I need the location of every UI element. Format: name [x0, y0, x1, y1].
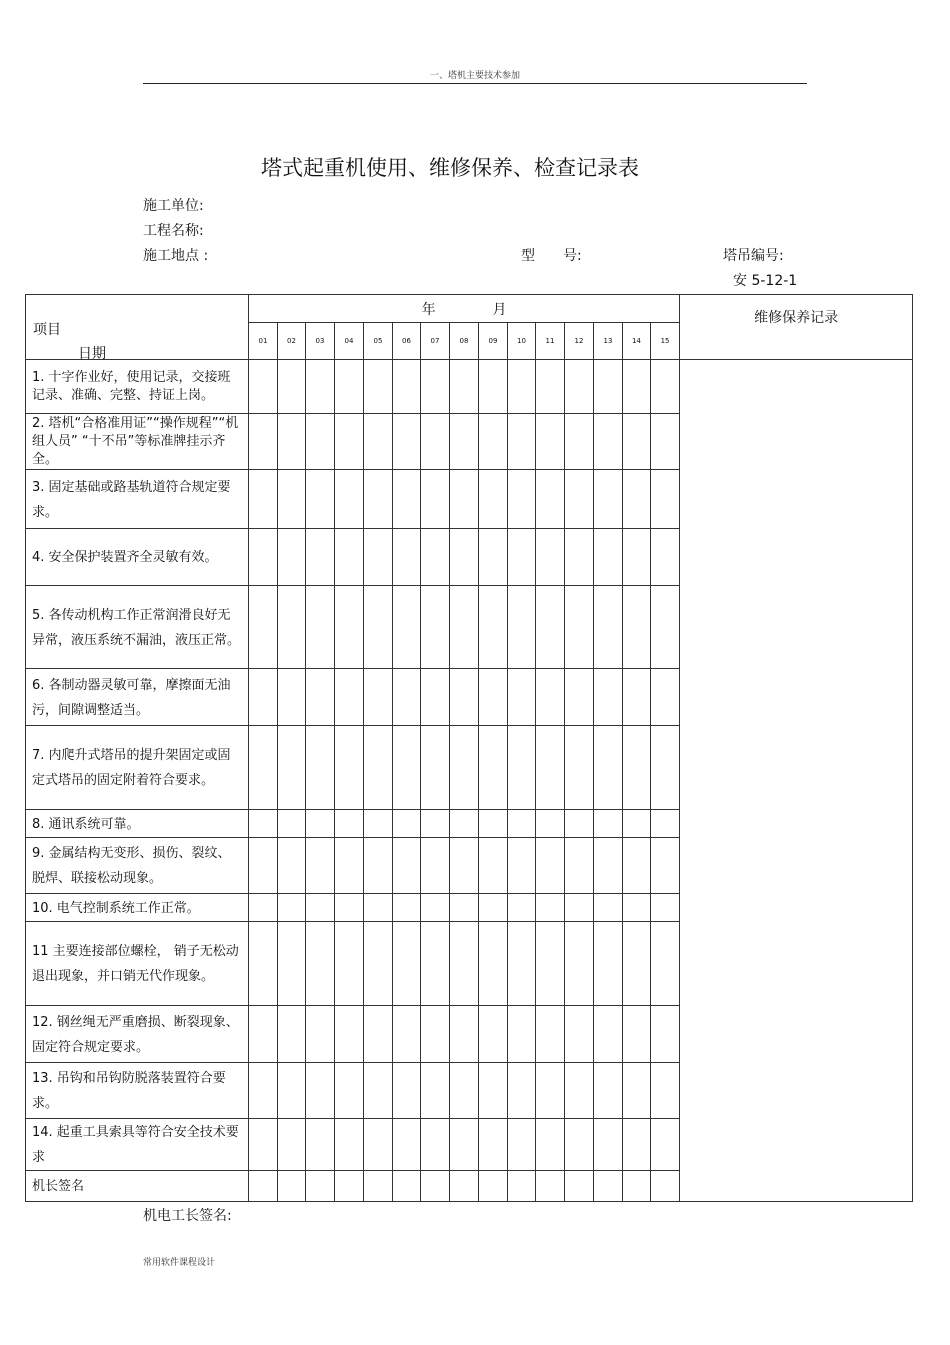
check-cell[interactable] — [364, 669, 393, 726]
check-cell[interactable] — [249, 810, 278, 838]
check-cell[interactable] — [364, 810, 393, 838]
check-cell[interactable] — [536, 894, 565, 922]
check-cell[interactable] — [421, 810, 450, 838]
check-cell[interactable] — [249, 838, 278, 894]
check-cell[interactable] — [651, 669, 680, 726]
check-cell[interactable] — [335, 529, 364, 586]
check-cell[interactable] — [421, 726, 450, 810]
check-cell[interactable] — [364, 586, 393, 669]
check-cell[interactable] — [594, 1171, 623, 1202]
check-cell[interactable] — [278, 922, 306, 1006]
check-cell[interactable] — [479, 529, 508, 586]
check-cell[interactable] — [651, 360, 680, 414]
check-cell[interactable] — [623, 1063, 651, 1119]
check-cell[interactable] — [565, 810, 594, 838]
check-cell[interactable] — [278, 726, 306, 810]
check-cell[interactable] — [278, 838, 306, 894]
check-cell[interactable] — [508, 1006, 536, 1063]
check-cell[interactable] — [623, 414, 651, 470]
check-cell[interactable] — [479, 922, 508, 1006]
check-cell[interactable] — [249, 529, 278, 586]
check-cell[interactable] — [393, 726, 421, 810]
check-cell[interactable] — [594, 360, 623, 414]
check-cell[interactable] — [594, 838, 623, 894]
check-cell[interactable] — [450, 810, 479, 838]
check-cell[interactable] — [393, 470, 421, 529]
model-label: 型 号: — [521, 248, 582, 264]
inspection-item: 1. 十字作业好，使用记录，交接班记录、准确、完整、持证上岗。 — [26, 360, 249, 414]
check-cell[interactable] — [651, 1006, 680, 1063]
inspection-item: 11 主要连接部位螺栓， 销子无松动退出现象，并口销无代作现象。 — [26, 922, 249, 1006]
check-cell[interactable] — [278, 529, 306, 586]
inspection-item: 2. 塔机“合格准用证”“操作规程”“机组人员” “十不吊”等标准牌挂示齐全。 — [26, 414, 249, 470]
check-cell[interactable] — [421, 669, 450, 726]
check-cell[interactable] — [278, 470, 306, 529]
check-cell[interactable] — [421, 414, 450, 470]
check-cell[interactable] — [594, 529, 623, 586]
inspection-item: 12. 钢丝绳无严重磨损、断裂现象、固定符合规定要求。 — [26, 1006, 249, 1063]
check-cell[interactable] — [450, 1063, 479, 1119]
item-header: 项目 — [33, 322, 61, 338]
check-cell[interactable] — [536, 810, 565, 838]
check-cell[interactable] — [249, 1171, 278, 1202]
check-cell[interactable] — [364, 1171, 393, 1202]
maintenance-record-cell[interactable] — [680, 360, 913, 1202]
day-header: 01 — [249, 323, 278, 360]
check-cell[interactable] — [651, 470, 680, 529]
check-cell[interactable] — [536, 414, 565, 470]
check-cell[interactable] — [651, 1171, 680, 1202]
check-cell[interactable] — [421, 586, 450, 669]
check-cell[interactable] — [536, 669, 565, 726]
check-cell[interactable] — [623, 1171, 651, 1202]
header-note: 一、塔机主要技术参加 — [429, 71, 520, 81]
day-header: 04 — [335, 323, 364, 360]
check-cell[interactable] — [249, 360, 278, 414]
check-cell[interactable] — [249, 414, 278, 470]
check-cell[interactable] — [479, 838, 508, 894]
check-cell[interactable] — [623, 1119, 651, 1171]
check-cell[interactable] — [565, 726, 594, 810]
check-cell[interactable] — [364, 838, 393, 894]
check-cell[interactable] — [450, 1006, 479, 1063]
check-cell[interactable] — [249, 586, 278, 669]
footer-note: 常用软件课程设计 — [143, 1258, 216, 1268]
check-cell[interactable] — [536, 1063, 565, 1119]
check-cell[interactable] — [623, 360, 651, 414]
check-cell[interactable] — [393, 1063, 421, 1119]
check-cell[interactable] — [479, 1171, 508, 1202]
year-month-cell — [249, 295, 680, 323]
site-label: 施工地点 : — [143, 248, 209, 264]
maintenance-header: 维修保养记录 — [680, 295, 913, 360]
check-cell[interactable] — [479, 360, 508, 414]
check-cell[interactable] — [565, 1119, 594, 1171]
day-header: 12 — [565, 323, 594, 360]
check-cell[interactable] — [594, 726, 623, 810]
check-cell[interactable] — [623, 810, 651, 838]
check-cell[interactable] — [450, 360, 479, 414]
check-cell[interactable] — [594, 894, 623, 922]
check-cell[interactable] — [393, 586, 421, 669]
check-cell[interactable] — [565, 1063, 594, 1119]
check-cell[interactable] — [249, 922, 278, 1006]
check-cell[interactable] — [536, 1006, 565, 1063]
crane-no-label: 塔吊编号: — [723, 248, 784, 264]
inspection-item: 机长签名 — [26, 1171, 249, 1202]
header-row-year-month — [26, 295, 913, 323]
check-cell[interactable] — [335, 838, 364, 894]
check-cell[interactable] — [508, 1063, 536, 1119]
check-cell[interactable] — [393, 922, 421, 1006]
check-cell[interactable] — [278, 894, 306, 922]
inspection-item: 6. 各制动器灵敏可靠，摩擦面无油污，间隙调整适当。 — [26, 669, 249, 726]
check-cell[interactable] — [364, 414, 393, 470]
check-cell[interactable] — [249, 1006, 278, 1063]
inspection-item: 5. 各传动机构工作正常润滑良好无异常，液压系统不漏油，液压正常。 — [26, 586, 249, 669]
check-cell[interactable] — [393, 1119, 421, 1171]
electrical-foreman-signature-label: 机电工长签名: — [143, 1208, 232, 1224]
header-rule — [143, 83, 807, 84]
check-cell[interactable] — [450, 669, 479, 726]
check-cell[interactable] — [421, 1063, 450, 1119]
check-cell[interactable] — [508, 586, 536, 669]
day-header: 10 — [508, 323, 536, 360]
check-cell[interactable] — [364, 360, 393, 414]
check-cell[interactable] — [249, 1063, 278, 1119]
check-cell[interactable] — [450, 1119, 479, 1171]
check-cell[interactable] — [450, 529, 479, 586]
check-cell[interactable] — [421, 894, 450, 922]
check-cell[interactable] — [306, 1119, 335, 1171]
check-cell[interactable] — [651, 529, 680, 586]
check-cell[interactable] — [565, 529, 594, 586]
check-cell[interactable] — [335, 922, 364, 1006]
check-cell[interactable] — [536, 529, 565, 586]
check-cell[interactable] — [508, 894, 536, 922]
check-cell[interactable] — [335, 1119, 364, 1171]
check-cell[interactable] — [623, 726, 651, 810]
page-title: 塔式起重机使用、维修保养、检查记录表 — [261, 156, 639, 180]
check-cell[interactable] — [651, 1119, 680, 1171]
check-cell[interactable] — [594, 810, 623, 838]
check-cell[interactable] — [278, 1063, 306, 1119]
check-cell[interactable] — [651, 586, 680, 669]
check-cell[interactable] — [508, 414, 536, 470]
check-cell[interactable] — [450, 414, 479, 470]
check-cell[interactable] — [249, 894, 278, 922]
check-cell[interactable] — [479, 586, 508, 669]
check-cell[interactable] — [393, 1171, 421, 1202]
inspection-record-table — [25, 294, 913, 1202]
month-label: 月 — [492, 301, 507, 318]
check-cell[interactable] — [536, 1171, 565, 1202]
check-cell[interactable] — [594, 470, 623, 529]
table-row — [26, 360, 913, 414]
check-cell[interactable] — [393, 360, 421, 414]
check-cell[interactable] — [508, 360, 536, 414]
day-header: 11 — [536, 323, 565, 360]
check-cell[interactable] — [508, 1171, 536, 1202]
check-cell[interactable] — [651, 414, 680, 470]
check-cell[interactable] — [249, 470, 278, 529]
check-cell[interactable] — [594, 922, 623, 1006]
inspection-item: 8. 通讯系统可靠。 — [26, 810, 249, 838]
check-cell[interactable] — [364, 922, 393, 1006]
check-cell[interactable] — [306, 1006, 335, 1063]
check-cell[interactable] — [479, 1063, 508, 1119]
check-cell[interactable] — [565, 414, 594, 470]
check-cell[interactable] — [594, 1063, 623, 1119]
check-cell[interactable] — [536, 838, 565, 894]
item-date-corner-cell — [26, 295, 249, 360]
check-cell[interactable] — [421, 838, 450, 894]
check-cell[interactable] — [479, 669, 508, 726]
check-cell[interactable] — [651, 1063, 680, 1119]
check-cell[interactable] — [306, 414, 335, 470]
check-cell[interactable] — [594, 414, 623, 470]
check-cell[interactable] — [335, 810, 364, 838]
check-cell[interactable] — [508, 838, 536, 894]
check-cell[interactable] — [306, 586, 335, 669]
check-cell[interactable] — [306, 838, 335, 894]
check-cell[interactable] — [565, 1171, 594, 1202]
check-cell[interactable] — [278, 1171, 306, 1202]
day-header: 02 — [278, 323, 306, 360]
check-cell[interactable] — [623, 838, 651, 894]
day-header: 03 — [306, 323, 335, 360]
check-cell[interactable] — [335, 1006, 364, 1063]
year-label: 年 — [421, 301, 436, 318]
project-label: 工程名称: — [143, 223, 204, 239]
check-cell[interactable] — [306, 360, 335, 414]
check-cell[interactable] — [278, 810, 306, 838]
check-cell[interactable] — [508, 529, 536, 586]
check-cell[interactable] — [421, 529, 450, 586]
check-cell[interactable] — [450, 1171, 479, 1202]
check-cell[interactable] — [565, 1006, 594, 1063]
check-cell[interactable] — [306, 529, 335, 586]
check-cell[interactable] — [306, 810, 335, 838]
check-cell[interactable] — [508, 810, 536, 838]
check-cell[interactable] — [623, 894, 651, 922]
check-cell[interactable] — [450, 922, 479, 1006]
check-cell[interactable] — [306, 894, 335, 922]
check-cell[interactable] — [306, 1063, 335, 1119]
check-cell[interactable] — [306, 1171, 335, 1202]
unit-label: 施工单位: — [143, 198, 204, 214]
inspection-item: 7. 内爬升式塔吊的提升架固定或固定式塔吊的固定附着符合要求。 — [26, 726, 249, 810]
check-cell[interactable] — [335, 360, 364, 414]
check-cell[interactable] — [450, 586, 479, 669]
check-cell[interactable] — [364, 1063, 393, 1119]
check-cell[interactable] — [364, 470, 393, 529]
check-cell[interactable] — [508, 726, 536, 810]
check-cell[interactable] — [651, 726, 680, 810]
check-cell[interactable] — [278, 414, 306, 470]
check-cell[interactable] — [364, 1119, 393, 1171]
check-cell[interactable] — [479, 1119, 508, 1171]
check-cell[interactable] — [651, 894, 680, 922]
check-cell[interactable] — [335, 669, 364, 726]
day-header: 15 — [651, 323, 680, 360]
check-cell[interactable] — [508, 1119, 536, 1171]
check-cell[interactable] — [623, 529, 651, 586]
check-cell[interactable] — [278, 1006, 306, 1063]
check-cell[interactable] — [421, 922, 450, 1006]
check-cell[interactable] — [335, 1063, 364, 1119]
inspection-item: 4. 安全保护装置齐全灵敏有效。 — [26, 529, 249, 586]
form-code: 安 5-12-1 — [733, 273, 798, 289]
check-cell[interactable] — [479, 470, 508, 529]
check-cell[interactable] — [393, 529, 421, 586]
check-cell[interactable] — [306, 726, 335, 810]
date-header: 日期 — [78, 346, 106, 362]
check-cell[interactable] — [421, 1119, 450, 1171]
check-cell[interactable] — [479, 894, 508, 922]
check-cell[interactable] — [249, 726, 278, 810]
check-cell[interactable] — [278, 586, 306, 669]
check-cell[interactable] — [536, 360, 565, 414]
check-cell[interactable] — [249, 669, 278, 726]
day-header: 13 — [594, 323, 623, 360]
check-cell[interactable] — [479, 810, 508, 838]
check-cell[interactable] — [565, 470, 594, 529]
check-cell[interactable] — [450, 894, 479, 922]
check-cell[interactable] — [623, 586, 651, 669]
check-cell[interactable] — [335, 586, 364, 669]
check-cell[interactable] — [565, 360, 594, 414]
day-header: 09 — [479, 323, 508, 360]
check-cell[interactable] — [508, 470, 536, 529]
check-cell[interactable] — [335, 726, 364, 810]
check-cell[interactable] — [623, 669, 651, 726]
check-cell[interactable] — [421, 470, 450, 529]
check-cell[interactable] — [536, 726, 565, 810]
check-cell[interactable] — [623, 1006, 651, 1063]
check-cell[interactable] — [364, 894, 393, 922]
inspection-item: 9. 金属结构无变形、损伤、裂纹、脱焊、联接松动现象。 — [26, 838, 249, 894]
check-cell[interactable] — [536, 922, 565, 1006]
check-cell[interactable] — [651, 810, 680, 838]
check-cell[interactable] — [594, 586, 623, 669]
day-header: 06 — [393, 323, 421, 360]
check-cell[interactable] — [393, 838, 421, 894]
check-cell[interactable] — [393, 669, 421, 726]
check-cell[interactable] — [335, 414, 364, 470]
check-cell[interactable] — [306, 470, 335, 529]
check-cell[interactable] — [536, 586, 565, 669]
check-cell[interactable] — [651, 838, 680, 894]
inspection-item: 14. 起重工具索具等符合安全技术要求 — [26, 1119, 249, 1171]
inspection-item: 10. 电气控制系统工作正常。 — [26, 894, 249, 922]
check-cell[interactable] — [508, 922, 536, 1006]
check-cell[interactable] — [421, 1006, 450, 1063]
check-cell[interactable] — [479, 1006, 508, 1063]
day-header: 08 — [450, 323, 479, 360]
check-cell[interactable] — [594, 1119, 623, 1171]
check-cell[interactable] — [364, 1006, 393, 1063]
check-cell[interactable] — [393, 1006, 421, 1063]
day-header: 14 — [623, 323, 651, 360]
check-cell[interactable] — [421, 1171, 450, 1202]
check-cell[interactable] — [421, 360, 450, 414]
check-cell[interactable] — [450, 726, 479, 810]
check-cell[interactable] — [479, 414, 508, 470]
check-cell[interactable] — [335, 470, 364, 529]
check-cell[interactable] — [565, 669, 594, 726]
check-cell[interactable] — [623, 470, 651, 529]
check-cell[interactable] — [364, 726, 393, 810]
check-cell[interactable] — [249, 1119, 278, 1171]
check-cell[interactable] — [335, 894, 364, 922]
check-cell[interactable] — [651, 922, 680, 1006]
day-header: 05 — [364, 323, 393, 360]
check-cell[interactable] — [508, 669, 536, 726]
check-cell[interactable] — [594, 669, 623, 726]
check-cell[interactable] — [565, 922, 594, 1006]
check-cell[interactable] — [278, 1119, 306, 1171]
check-cell[interactable] — [565, 586, 594, 669]
check-cell[interactable] — [306, 922, 335, 1006]
check-cell[interactable] — [479, 726, 508, 810]
check-cell[interactable] — [623, 922, 651, 1006]
check-cell[interactable] — [393, 894, 421, 922]
check-cell[interactable] — [278, 669, 306, 726]
check-cell[interactable] — [450, 470, 479, 529]
check-cell[interactable] — [335, 1171, 364, 1202]
check-cell[interactable] — [393, 810, 421, 838]
check-cell[interactable] — [565, 894, 594, 922]
inspection-item: 13. 吊钩和吊钩防脱落装置符合要求。 — [26, 1063, 249, 1119]
check-cell[interactable] — [393, 414, 421, 470]
check-cell[interactable] — [364, 529, 393, 586]
check-cell[interactable] — [594, 1006, 623, 1063]
check-cell[interactable] — [536, 470, 565, 529]
check-cell[interactable] — [565, 838, 594, 894]
inspection-item: 3. 固定基础或路基轨道符合规定要求。 — [26, 470, 249, 529]
check-cell[interactable] — [306, 669, 335, 726]
check-cell[interactable] — [278, 360, 306, 414]
day-header: 07 — [421, 323, 450, 360]
check-cell[interactable] — [536, 1119, 565, 1171]
check-cell[interactable] — [450, 838, 479, 894]
